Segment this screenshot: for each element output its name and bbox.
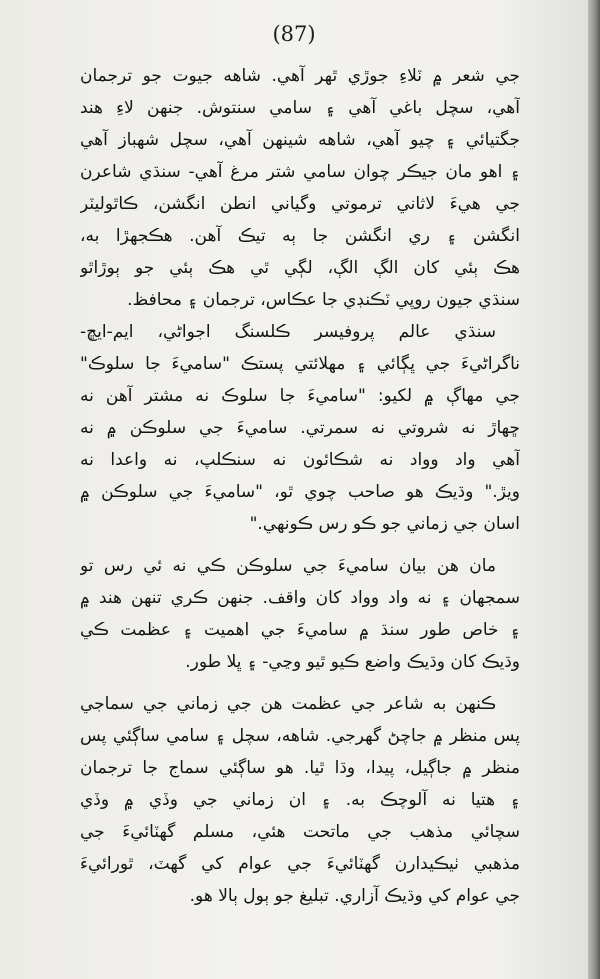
text-line: هڪ ٻئي کان الڳ الڳ، لڳي ٿي هڪ ٻئي جو ٻوڙاٿو <box>80 258 520 278</box>
page-number: (87) <box>272 22 316 46</box>
text-line: جي شعر ۾ ٽلاءِ جوڙي ٿهر آهي. شاهه جيوت جو ترجمان <box>80 66 520 86</box>
page-edge-shadow <box>588 0 600 979</box>
text-line: ۽ خاص طور سنڌ ۾ ساميءَ جي اهميت ۽ عظمت ڪي <box>80 620 520 640</box>
text-line: ويڙ." وڌيڪ هو صاحب چوي ٿو، "ساميءَ جي سلوڪن ۾ <box>80 482 520 502</box>
text-line: پس منظر ۾ جاچڻ گهرجي. شاهه، سچل ۽ سامي ساڳئي پس <box>80 726 520 746</box>
text-line: ڇهاڙ نه شروتي نه سمرتي. ساميءَ جي سلوڪن ۾ نه <box>80 418 520 438</box>
text-line: انگشن ۽ ري انگشن جا ٻه تيڪ آهن. هڪجهڙا به، <box>80 226 520 246</box>
text-line: سچائي مذهب جي ماتحت هئي، مسلم گهٽائيءَ جي <box>80 822 520 842</box>
text-line: جي هيءَ لاثاني ترموتي وگياني انطن انگشن، ڪاٿوليٽر <box>80 194 520 214</box>
text-line: آهي، سچل باغي آهي ۽ سامي سنتوش. جنهن لاءِ هند <box>80 98 520 118</box>
text-line: جي مهاڳ ۾ لکيو: "ساميءَ جا سلوڪ نه مشتر آهن نه <box>80 386 520 406</box>
text-line: وڌيڪ کان وڌيڪ واضع ڪيو ٿيو وڃي- ۽ ڀلا طور. <box>185 652 520 672</box>
text-line: اسان جي زماني جو ڪو رس ڪونهي." <box>249 514 520 534</box>
text-line: سنڌي جيون روپي ٽڪنڊي جا عڪاس، ترجمان ۽ محافظ. <box>127 290 520 310</box>
text-line: سنڌي عالم پروفيسر ڪلسنگ اجواڻي، ايم-ايڇ- <box>80 322 496 342</box>
body-text <box>80 60 520 912</box>
text-line: ۽ اهو مان جيڪر چوان سامي شتر مرغ آهي- سنڌي شاعرن <box>80 162 520 182</box>
text-line: آهي واد وواد نه شڪائون نه سنڪلپ، نه واعدا نه <box>80 450 520 470</box>
text-line: مان هن بيان ساميءَ جي سلوڪن ڪي نه ئي رس تو <box>80 556 496 576</box>
text-line: جي عوام کي وڌيڪ آزاري. تبليغ جو ٻول ٻالا هو. <box>189 886 520 906</box>
text-line: ناگراڻيءَ جي ڀڳائي ۽ مهلائتي پستڪ "ساميءَ جا سلوڪ" <box>80 354 520 374</box>
text-line: سمجهان ۽ نه واد وواد کان واقف. جنهن ڪري تنهن هند ۾ <box>80 588 520 608</box>
text-line: منظر ۾ جاڳيل، پيدا، وڌا ٿيا. هو ساڳئي سماج جا ترجمان <box>80 758 520 778</box>
text-line: ڪنهن به شاعر جي عظمت هن جي زماني جي سماجي <box>80 694 496 714</box>
text-line: ۽ هتيا نه آلوچڪ به. ۽ ان زماني جي وڏي ۾ وڏي <box>80 790 520 810</box>
text-line: جگتيائي ۽ چيو آهي، شاهه شينهن آهي، سچل شهباز آهي <box>80 130 520 150</box>
text-line: مذهبي ٺيڪيدارن گهٽائيءَ جي عوام کي گهٽ، ٿورائيءَ <box>80 854 520 874</box>
